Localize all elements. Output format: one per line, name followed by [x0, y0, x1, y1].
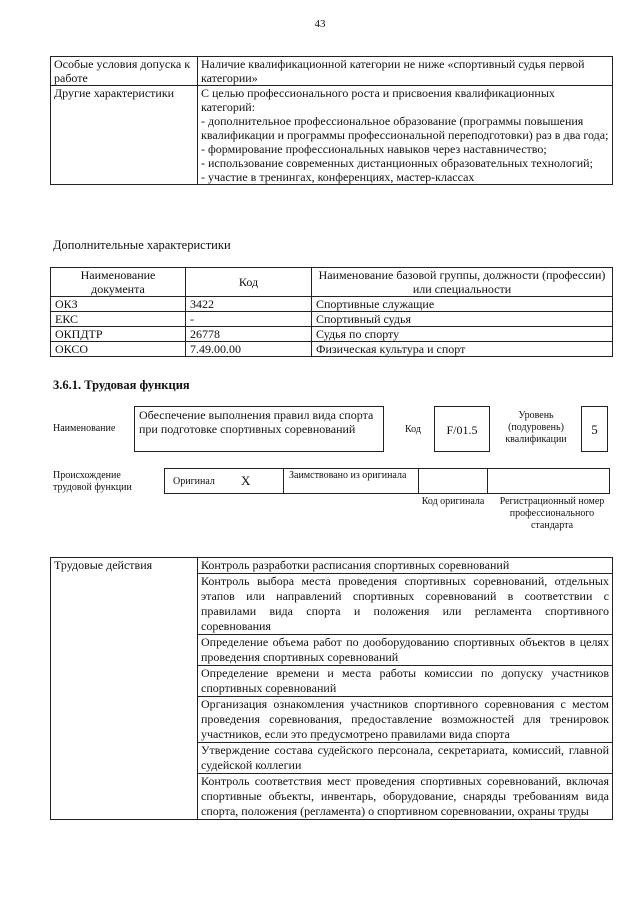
- reg-number-label: Регистрационный номер профессионального стандарта: [499, 496, 605, 531]
- table-row: [51, 558, 613, 574]
- labor-action: Определение времени и места работы комиссии по допуску участников спортивных соревнований: [198, 666, 613, 697]
- labor-action: Контроль разработки расписания спортивных соревнований: [198, 558, 613, 574]
- borrowed-label: Заимствовано из оригинала: [289, 470, 407, 481]
- level-label: Уровень (подуровень) квалификации: [505, 410, 567, 445]
- row-label: Другие характеристики: [51, 86, 198, 185]
- table-cell: Физическая культура и спорт: [312, 342, 613, 357]
- text-line: С целью профессионального роста и присвоения квалификационных категорий:: [201, 86, 555, 114]
- level-value: 5: [581, 406, 608, 452]
- column-header: Наименование документа: [51, 268, 186, 297]
- table-cell: ОКЗ: [51, 297, 186, 312]
- column-header: Код: [186, 268, 312, 297]
- text-line: - дополнительное профессиональное образование (программы повышения квалификации и программы профессиональной переподготовки) раз в два года;: [201, 114, 609, 142]
- table-cell: ЕКС: [51, 312, 186, 327]
- table-row: [51, 297, 613, 312]
- labor-action: Утверждение состава судейского персонала, секретариата, комиссий, главной судейской коллегии: [198, 743, 613, 774]
- table-header-row: [51, 268, 613, 297]
- labor-action: Контроль соответствия мест проведения спортивных соревнований, включая спортивные объекты, инвентарь, оборудование, снаряды требованиям вида спорта, положения (регламента) о спортивном соревновании, охраны труды: [198, 774, 613, 820]
- table-row: [51, 342, 613, 357]
- labor-action: Организация ознакомления участников спортивного соревнования с местом проведения соревнования, предоставление возможностей для тренировок участников, если это предусмотрено правилами вида спорта: [198, 697, 613, 743]
- row-value: Наличие квалификационной категории не ниже «спортивный судья первой категории»: [198, 57, 613, 86]
- text-line: - использование современных дистанционных образовательных технологий;: [201, 156, 593, 170]
- table-cell: Спортивные служащие: [312, 297, 613, 312]
- page-number: 43: [314, 18, 326, 30]
- table-cell: Судья по спорту: [312, 327, 613, 342]
- table-cell: 3422: [186, 297, 312, 312]
- table-cell: 7.49.00.00: [186, 342, 312, 357]
- divider: [283, 469, 284, 493]
- column-header: Наименование базовой группы, должности (профессии) или специальности: [312, 268, 613, 297]
- orig-code-label: Код оригинала: [421, 496, 485, 507]
- origin-box: [164, 468, 610, 494]
- table-cell: Спортивный судья: [312, 312, 613, 327]
- table-cell: ОКСО: [51, 342, 186, 357]
- table-row: [51, 57, 613, 86]
- labor-actions-table: [50, 557, 613, 820]
- text-line: - формирование профессиональных навыков через наставничество;: [201, 142, 547, 156]
- origin-label: Происхождение трудовой функции: [53, 470, 132, 493]
- original-label: Оригинал: [173, 476, 215, 487]
- divider: [418, 469, 419, 493]
- table-cell: -: [186, 312, 312, 327]
- row-label: Особые условия допуска к работе: [51, 57, 198, 86]
- additional-characteristics-table: [50, 267, 613, 357]
- table-row: [51, 327, 613, 342]
- table-cell: ОКПДТР: [51, 327, 186, 342]
- function-name: Обеспечение выполнения правил вида спорта при подготовке спортивных соревнований: [134, 406, 384, 452]
- labor-action: Определение объема работ по дооборудованию спортивных объектов в целях проведения спортивных соревнований: [198, 635, 613, 666]
- section-caption: Дополнительные характеристики: [53, 238, 231, 252]
- function-code: F/01.5: [434, 406, 490, 452]
- table-cell: 26778: [186, 327, 312, 342]
- original-mark: X: [241, 473, 251, 488]
- divider: [487, 469, 488, 493]
- name-label: Наименование: [53, 423, 116, 434]
- table-row: [51, 312, 613, 327]
- text-line: - участие в тренингах, конференциях, мастер-классах: [201, 170, 475, 184]
- row-value: [198, 86, 613, 185]
- table-row: [51, 86, 613, 185]
- code-label: Код: [405, 424, 421, 435]
- labor-action: Контроль выбора места проведения спортивных соревнований, отдельных этапов или направлений спортивных соревнований в соответствии с правилами вида спорта и положения или регламента спортивного соревнования: [198, 574, 613, 635]
- conditions-table: [50, 56, 613, 185]
- row-label: Трудовые действия: [51, 558, 198, 820]
- section-title: 3.6.1. Трудовая функция: [53, 378, 190, 392]
